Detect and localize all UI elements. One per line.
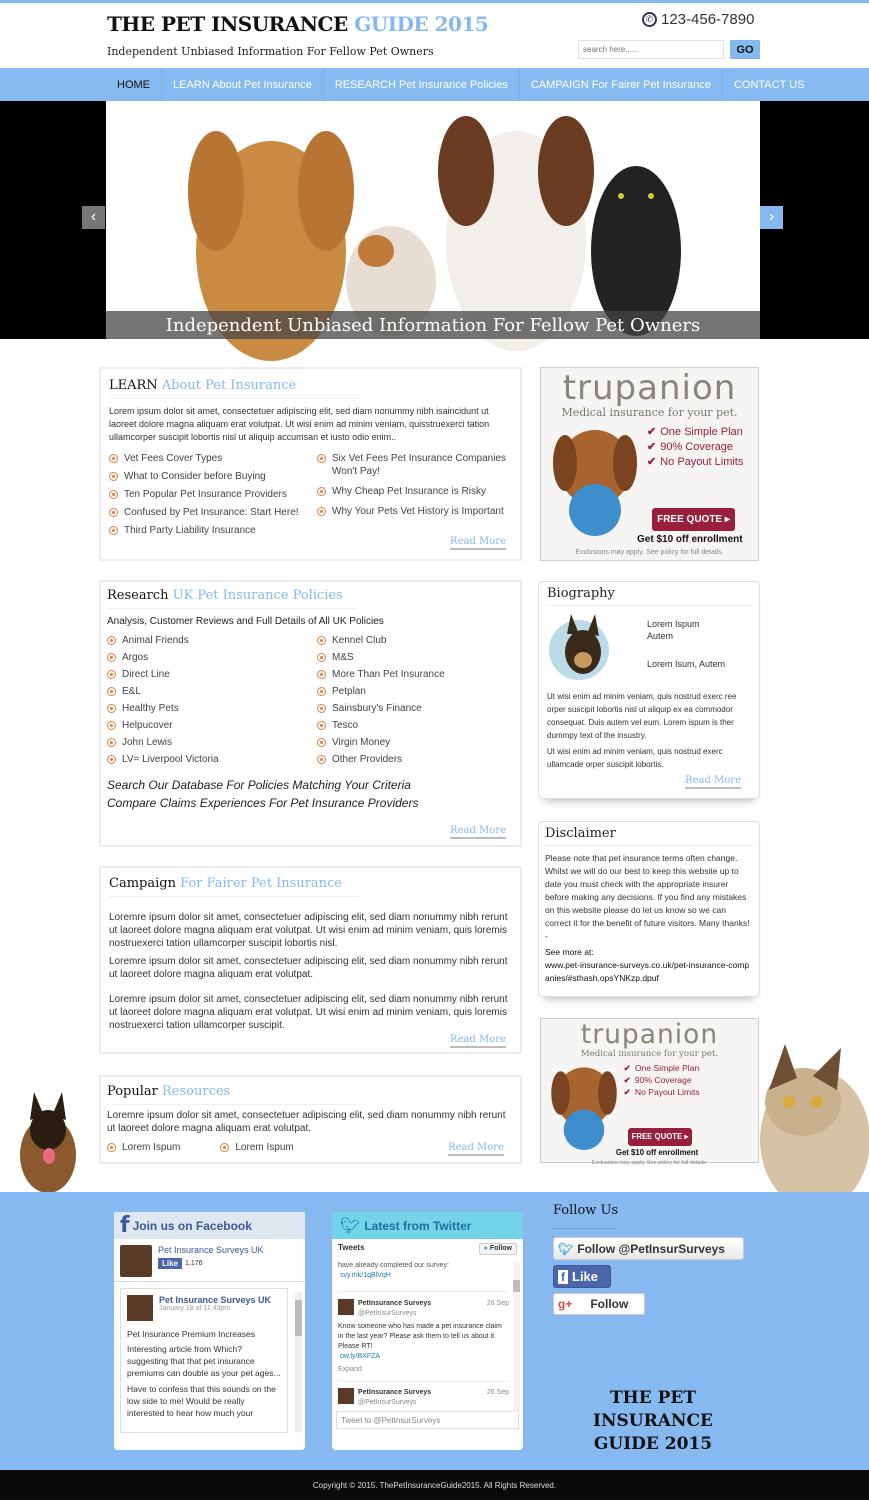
- research-provider-link[interactable]: Animal Friends: [107, 634, 317, 647]
- fb-like-count: 1,176: [185, 1260, 203, 1267]
- learn-read-more[interactable]: Read More: [450, 536, 506, 550]
- post-author[interactable]: Pet Insurance Surveys UK: [159, 1295, 272, 1305]
- bullet-icon: [220, 1143, 229, 1152]
- top-accent-line: [0, 0, 869, 3]
- bullet-icon: [317, 670, 326, 679]
- facebook-like-large-button[interactable]: f Like: [553, 1265, 611, 1288]
- page-avatar: [120, 1245, 152, 1277]
- phone-text: 123-456-7890: [661, 11, 755, 28]
- nav-campaign[interactable]: CAMPAIGN For Fairer Pet Insurance: [520, 68, 723, 101]
- tweet-text: Know someone who has made a pet insurance claim in the last year? Please ask them to tell us about it. Please RT!: [338, 1323, 502, 1350]
- free-quote-button[interactable]: FREE QUOTE ▸: [652, 508, 735, 531]
- bullet-icon: [317, 738, 326, 747]
- research-provider-link[interactable]: Other Providers: [317, 753, 512, 766]
- research-provider-link[interactable]: Petplan: [317, 685, 512, 698]
- research-heading: Research UK Pet Insurance Policies: [107, 588, 357, 609]
- research-subtitle: Analysis, Customer Reviews and Full Details of All UK Policies: [107, 616, 384, 627]
- search-input[interactable]: [578, 40, 724, 59]
- popular-heading: Popular Resources: [107, 1084, 357, 1105]
- bullet-icon: [107, 704, 116, 713]
- tweet-text: have already completed our survey:: [338, 1262, 449, 1269]
- bullet-icon: [107, 636, 116, 645]
- google-plus-icon: g+: [558, 1297, 573, 1311]
- bullet-icon: [107, 738, 116, 747]
- research-provider-link[interactable]: Kennel Club: [317, 634, 512, 647]
- bio-paragraph: Ut wisi enim ad minim veniam, quis nostrud exerc ree orper suscipit lobortis nisl ut aliquip ex ea commodor consequat. Duis autem vel eum. Lorem ispum is ther dummpy text of the insustry.: [547, 692, 737, 740]
- bio-role: Lorem Isum, Autem: [647, 659, 726, 669]
- campaign-paragraph: Loremre ipsum dolor sit amet, consectetuer adipiscing elit, sed diam nonummy nibh rerunt ut laoreet dolore magna aliquam erat volutpat. Ut wisi enim ad minim veniam, quis loremis nostruexerci tation ullamcorper suscipit lobortis nisl.: [109, 912, 508, 949]
- tweet-to-input[interactable]: Tweet to @PetInsurSurveys: [336, 1411, 519, 1429]
- ad-check-item: 90% Coverage: [660, 441, 733, 453]
- ad-fine-print: Exclusions may apply. See policy for full details.: [575, 549, 724, 556]
- tweet-link[interactable]: ow.ly/BXFZA: [340, 1353, 381, 1360]
- campaign-paragraph: Loremre ipsum dolor sit amet, consectetuer adipiscing elit, sed diam nonummy nibh rerunt ut laoreet dolore magna aliquam erat volutpat.: [109, 956, 508, 980]
- learn-link[interactable]: Third Party Liability Insurance: [109, 524, 317, 537]
- disclaimer-card: [538, 821, 760, 997]
- bullet-icon: [317, 653, 326, 662]
- checkmark-icon: ✔: [647, 456, 657, 468]
- research-provider-link[interactable]: LV= Liverpool Victoria: [107, 753, 317, 766]
- ad-check-item: No Payout Limits: [660, 456, 744, 468]
- bullet-icon: [317, 704, 326, 713]
- tweet-link[interactable]: svy.mk/1qBlVqH: [340, 1272, 391, 1279]
- ad-offer: Get $10 off enrollment: [637, 534, 743, 545]
- title-highlight: GUIDE 2015: [354, 12, 489, 36]
- research-section: [99, 580, 522, 847]
- ad-checklist: [624, 1064, 711, 1099]
- popular-link[interactable]: Lorem Ispum: [107, 1141, 180, 1154]
- tweet-author[interactable]: PetInsurance Surveys: [358, 1300, 432, 1307]
- bullet-icon: [317, 454, 326, 463]
- free-quote-button[interactable]: FREE QUOTE ▸: [628, 1128, 693, 1146]
- phone-number: [642, 11, 754, 28]
- research-tagline-1: Search Our Database For Policies Matching Your Criteria: [107, 778, 411, 792]
- tweet-author[interactable]: PetInsurance Surveys: [358, 1389, 432, 1396]
- tweet: [338, 1381, 509, 1408]
- bullet-icon: [317, 755, 326, 764]
- post-date: January 18 at 11:43pm: [159, 1305, 231, 1312]
- research-provider-link[interactable]: Healthy Pets: [107, 702, 317, 715]
- bullet-icon: [317, 687, 326, 696]
- ad-fine-print: Exclusions may apply. See policy for full details.: [591, 1160, 708, 1167]
- follow-us-heading: Follow Us: [553, 1203, 617, 1229]
- research-provider-link[interactable]: More Than Pet Insurance: [317, 668, 512, 681]
- research-tagline-2: Compare Claims Experiences For Pet Insurance Providers: [107, 796, 419, 810]
- tweet-handle: @PetInsurSurveys: [358, 1310, 417, 1317]
- checkmark-icon: ✔: [623, 1063, 631, 1074]
- disclaimer-url[interactable]: www.pet-insurance-surveys.co.uk/pet-insurance-companies/#sthash.opsYNKzp.dpuf: [545, 960, 750, 983]
- twitter-widget: [332, 1212, 523, 1450]
- research-provider-link[interactable]: Helpucover: [107, 719, 317, 732]
- disclaimer-see-more: See more at:: [545, 947, 594, 957]
- puppy-image: [545, 418, 645, 538]
- ad-check-item: One Simple Plan: [660, 426, 743, 438]
- bullet-icon: [109, 490, 118, 499]
- biography-card: [538, 581, 760, 799]
- fb-like-button[interactable]: Like: [158, 1258, 182, 1269]
- hero-pets-image: [106, 101, 760, 339]
- popular-link[interactable]: Lorem Ispum: [220, 1141, 293, 1154]
- pets-illustration: [106, 101, 760, 339]
- search-go-button[interactable]: GO: [730, 40, 760, 59]
- tweet: [338, 1291, 509, 1375]
- campaign-paragraph: Loremre ipsum dolor sit amet, consectetuer adipiscing elit, sed diam nonummy nibh rerunt ut laoreet dolore magna aliquam erat volutpat. Ut wisi enim ad minim veniam, quis loremis nostruexerci tation ullamcorper suscipit.: [109, 994, 508, 1031]
- twitter-bird-icon: 🐦︎: [340, 1217, 361, 1235]
- fb-scrollbar[interactable]: [295, 1292, 302, 1432]
- bio-name: Lorem Ispum Autem: [647, 619, 700, 641]
- bullet-icon: [107, 687, 116, 696]
- bullet-icon: [317, 636, 326, 645]
- learn-link[interactable]: Confused by Pet Insurance: Start Here!: [109, 506, 317, 519]
- tweet-expand[interactable]: Expand: [338, 1366, 362, 1373]
- post-avatar: [127, 1295, 153, 1321]
- nav-home[interactable]: HOME: [106, 68, 162, 101]
- bio-read-more[interactable]: Read More: [685, 775, 741, 789]
- learn-link[interactable]: Six Vet Fees Pet Insurance Companies Won't Pay!: [317, 452, 512, 478]
- twitter-widget-title: Latest from Twitter: [364, 1218, 472, 1233]
- twitter-follow-button[interactable]: ● Follow: [479, 1243, 517, 1255]
- copyright-bar: Copyright © 2015. ThePetInsuranceGuide2015. All Rights Reserved.: [0, 1470, 869, 1500]
- cat-image: [745, 1040, 869, 1192]
- research-provider-link[interactable]: E&L: [107, 685, 317, 698]
- trupanion-logo: trupanion: [562, 368, 737, 408]
- bullet-icon: [109, 454, 118, 463]
- nav-research[interactable]: RESEARCH Pet Insurance Policies: [324, 68, 520, 101]
- research-provider-link[interactable]: M&S: [317, 651, 512, 664]
- learn-link[interactable]: What to Consider before Buying: [109, 470, 317, 483]
- title-main: THE PET INSURANCE: [107, 12, 355, 36]
- biography-heading: Biography: [547, 586, 751, 606]
- nav-learn[interactable]: LEARN About Pet Insurance: [162, 68, 324, 101]
- ad-check-item: 90% Coverage: [634, 1074, 692, 1085]
- campaign-heading: Campaign For Fairer Pet Insurance: [109, 876, 359, 897]
- bullet-icon: [109, 508, 118, 517]
- ad-tagline: Medical insurance for your pet.: [580, 1048, 719, 1059]
- slider-next-button[interactable]: ›: [760, 206, 783, 229]
- learn-heading: LEARN About Pet Insurance: [109, 378, 359, 399]
- disclaimer-heading: Disclaimer: [545, 826, 753, 846]
- main-nav: [0, 68, 869, 101]
- bullet-icon: [317, 487, 326, 496]
- trupanion-logo: trupanion: [580, 1018, 719, 1050]
- ad-offer: Get $10 off enrollment: [615, 1148, 699, 1158]
- phone-icon: ✆: [642, 12, 657, 27]
- checkmark-icon: ✔: [647, 426, 657, 438]
- learn-intro: Lorem ipsum dolor sit amet, consectetuer adipiscing elit, sed diam nonummy nibh isaincidunt ut laoreet dolore magna aliquam erat volutpat. Ut wisi enim ad minim veniam, quisstruexerci tation ullamcorper suscipit lobortis nisl ut aliquip accumsan et iusto odio enim..: [109, 406, 490, 442]
- popular-section: [99, 1075, 522, 1164]
- tweet-handle: @PetInsurSurveys: [358, 1399, 417, 1406]
- campaign-section: [99, 866, 522, 1054]
- post-text: Interesting article from Which? suggesting that that pet insurance premiums can double as your pet ages...: [127, 1344, 281, 1378]
- popular-read-more[interactable]: Read More: [448, 1142, 504, 1156]
- trupanion-ad[interactable]: [540, 367, 759, 561]
- ad-check-item: No Payout Limits: [634, 1086, 700, 1097]
- bullet-icon: [107, 1143, 116, 1152]
- footer-brand: THE PET INSURANCE GUIDE 2015: [593, 1388, 713, 1454]
- research-read-more[interactable]: Read More: [450, 825, 506, 839]
- post-text: Have to confess that this sounds on the low side to me! Would be really interested to hear how much your: [127, 1384, 276, 1418]
- bullet-icon: [107, 653, 116, 662]
- twitter-follow-large-button[interactable]: 🐦︎ Follow @PetInsurSurveys: [553, 1237, 744, 1260]
- bullet-icon: [109, 472, 118, 481]
- learn-link[interactable]: Why Your Pets Vet History is Important: [317, 505, 512, 518]
- nav-contact[interactable]: CONTACT US: [733, 79, 805, 91]
- campaign-read-more[interactable]: Read More: [450, 1034, 506, 1048]
- post-title: Pet Insurance Premium Increases: [127, 1329, 256, 1339]
- bullet-icon: [107, 670, 116, 679]
- research-provider-link[interactable]: Tesco: [317, 719, 512, 732]
- learn-link[interactable]: Why Cheap Pet Insurance is Risky: [317, 485, 512, 498]
- twitter-scrollbar[interactable]: [513, 1262, 520, 1412]
- german-shepherd-image: [16, 1090, 80, 1192]
- checkmark-icon: ✔: [647, 441, 657, 453]
- tweets-label: Tweets: [338, 1243, 365, 1252]
- follow-us: [553, 1203, 753, 1456]
- checkmark-icon: ✔: [623, 1074, 631, 1085]
- disclaimer-text: Please note that pet insurance terms often change. Whilst we will do our best to keep this website up to date you must check with the appropriate insurer before making any decisions. If you find any mistakes on this website please do let us know so we can correct it for the benefit of future visitors. Many thanks! -: [545, 853, 750, 941]
- fb-page-name[interactable]: Pet Insurance Surveys UK: [158, 1245, 264, 1255]
- facebook-icon: f: [120, 1213, 130, 1238]
- twitter-icon: 🐦︎: [558, 1241, 574, 1256]
- puppy-image: [545, 1058, 623, 1152]
- tweet-date: 26 Sep: [486, 1389, 509, 1396]
- bullet-icon: [109, 526, 118, 535]
- ad-tagline: Medical insurance for your pet.: [561, 406, 738, 419]
- fb-post: [120, 1288, 288, 1433]
- research-provider-link[interactable]: Argos: [107, 651, 317, 664]
- bullet-icon: [317, 507, 326, 516]
- bullet-icon: [107, 721, 116, 730]
- gplus-follow-button[interactable]: g+ Follow: [553, 1293, 645, 1315]
- bio-dog-photo: [547, 612, 617, 684]
- facebook-widget: [114, 1212, 305, 1450]
- learn-section: [99, 367, 522, 561]
- tweet-date: 26 Sep: [486, 1300, 509, 1307]
- site-tagline: Independent Unbiased Information For Fellow Pet Owners: [107, 45, 434, 58]
- site-title[interactable]: [107, 12, 488, 36]
- ad-check-item: One Simple Plan: [634, 1063, 700, 1074]
- research-provider-link[interactable]: Direct Line: [107, 668, 317, 681]
- facebook-icon: f: [558, 1270, 568, 1284]
- research-provider-link[interactable]: John Lewis: [107, 736, 317, 749]
- slider-prev-button[interactable]: ‹: [82, 206, 105, 229]
- learn-link[interactable]: Ten Popular Pet Insurance Providers: [109, 488, 317, 501]
- bullet-icon: [317, 721, 326, 730]
- ad-checklist: [647, 426, 759, 471]
- research-provider-link[interactable]: Sainsbury's Finance: [317, 702, 512, 715]
- hero-caption: Independent Unbiased Information For Fellow Pet Owners: [106, 311, 760, 339]
- popular-text: Loremre ipsum dolor sit amet, consectetuer adipiscing elit, sed diam nonummy nibh rerunt ut laoreet dolore magna aliquam erat volutpat.: [107, 1110, 506, 1134]
- bullet-icon: [107, 755, 116, 764]
- trupanion-ad-2[interactable]: [540, 1018, 759, 1167]
- bio-paragraph: Ut wisi enim ad minim veniam, quis nostrud exerc ullamcade orper suscipit lobortis.: [547, 747, 723, 769]
- research-provider-link[interactable]: Virgin Money: [317, 736, 512, 749]
- learn-link[interactable]: Vet Fees Cover Types: [109, 452, 317, 465]
- facebook-widget-title: Join us on Facebook: [132, 1218, 252, 1233]
- checkmark-icon: ✔: [623, 1086, 631, 1097]
